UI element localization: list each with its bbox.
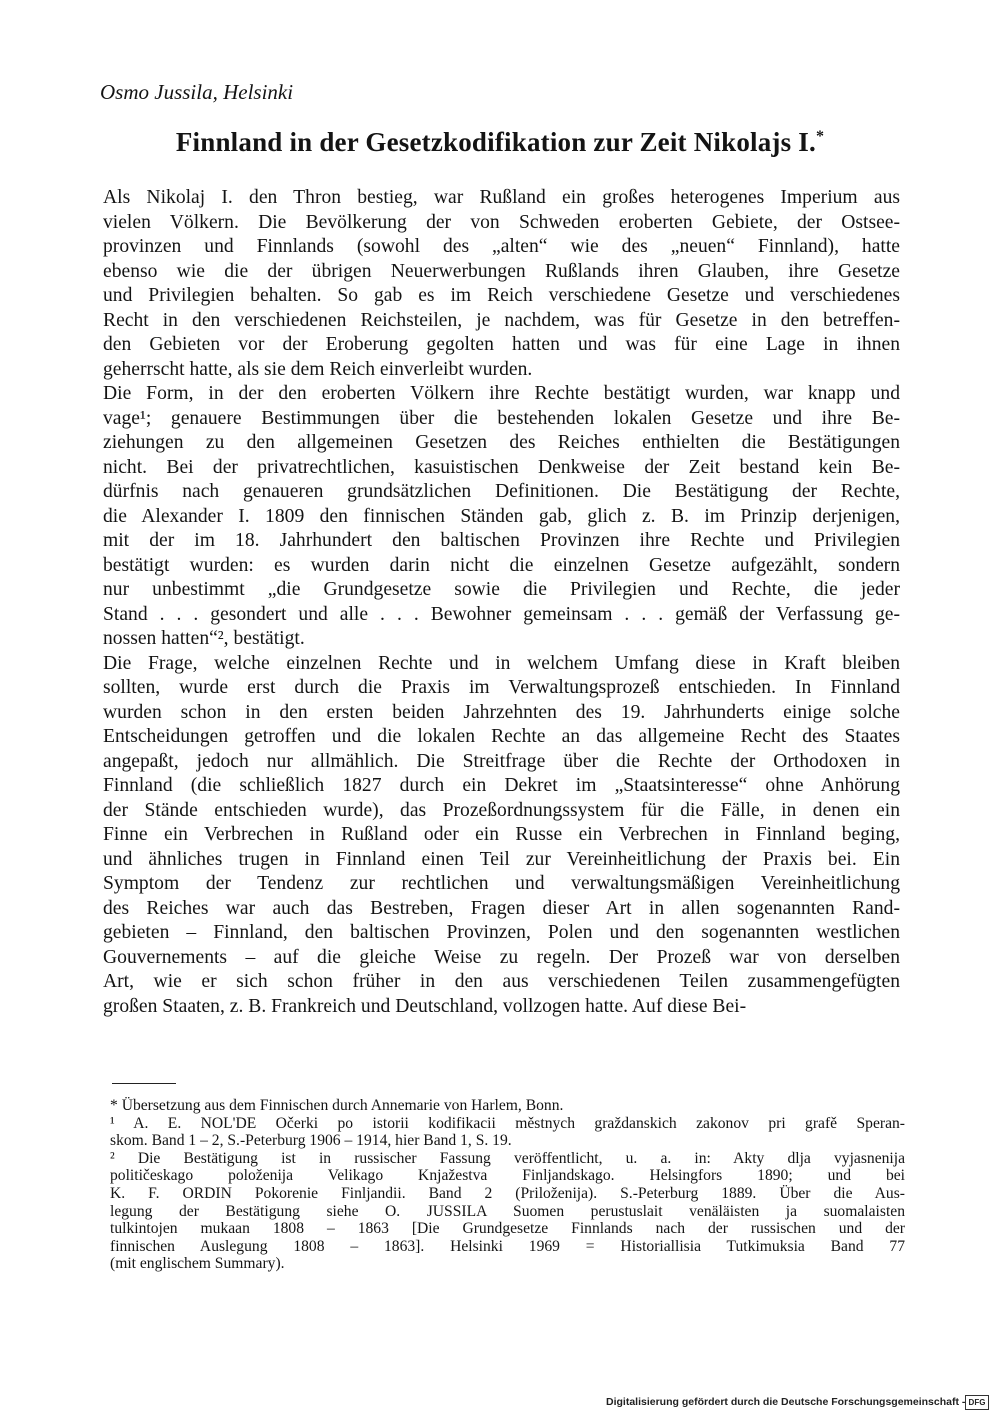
paragraph-line: vielen Völkern. Die Bevölkerung der von Schweden eroberten Gebiete, der Ostsee- xyxy=(103,211,900,233)
footnote xyxy=(110,1115,905,1150)
paragraph-line: Entscheidungen getroffen und die lokalen Rechte an das allgemeine Recht des Staates xyxy=(103,726,900,747)
footnote xyxy=(110,1097,905,1115)
paragraph-line: angepaßt, jedoch nur allmählich. Die Streitfrage über die Rechte der Orthodoxen in xyxy=(103,750,900,772)
paragraph-line: und ähnliches trugen in Finnland einen Teil zur Vereinheitlichung der Praxis bei. Ein xyxy=(103,848,900,870)
paragraph-line: der Stände entschieden wurde), das Prozeßordnungssystem für die Fälle, in denen ein xyxy=(103,799,900,821)
paragraph-line: Gouvernements – auf die gleiche Weise zu regeln. Der Prozeß war von derselben xyxy=(103,946,900,968)
paragraph-line: die Alexander I. 1809 den finnischen Ständen gab, glich z. B. im Prinzip derjenigen, xyxy=(103,505,900,527)
paragraph-line: Die Form, in der den eroberten Völkern ihre Rechte bestätigt wurden, war knapp und xyxy=(103,383,900,404)
article-title-text: Finnland in der Gesetzkodifikation zur Zeit Nikolajs I. xyxy=(175,127,816,157)
footnote-line: * Übersetzung aus dem Finnischen durch Annemarie von Harlem, Bonn. xyxy=(110,1097,564,1114)
article-title xyxy=(0,127,1000,158)
paragraph-line: nur unbestimmt „die Grundgesetze sowie die Privilegien und Rechte, die jeder xyxy=(103,579,900,600)
paragraph-line: Stand . . . gesondert und alle . . . Bewohner gemeinsam . . . gemäß der Verfassung ge- xyxy=(103,603,900,625)
paragraph-line: ziehungen zu den allgemeinen Gesetzen des Reiches enthielten die Bestätigungen xyxy=(103,432,900,453)
paragraph-line: nicht. Bei der privatrechtlichen, kasuistischen Denkweise der Zeit bestand kein Be- xyxy=(103,456,900,478)
paragraph-line: des Reiches war auch das Bestreben, Fragen dieser Art in allen sogenannten Rand- xyxy=(103,897,900,919)
paragraph-line: und Privilegien behalten. So gab es im Reich verschiedene Gesetze und verschiedenes xyxy=(103,285,900,306)
paragraph-line: den Gebieten vor der Eroberung gegolten hatten und was für eine Lage in ihnen xyxy=(103,334,900,355)
paragraph-line: sollten, wurde erst durch die Praxis im Verwaltungsprozeß entschieden. In Finnland xyxy=(103,677,900,698)
paragraph xyxy=(103,652,900,1020)
paragraph-line: großen Staaten, z. B. Frankreich und Deutschland, vollzogen hatte. Auf diese Bei- xyxy=(103,995,747,1017)
author-line: Osmo Jussila, Helsinki xyxy=(100,80,294,104)
footnote-line: ¹ A. E. NOL'DE Očerki po istorii kodifikacii městnych graždanskich zakonov pri grafě Speran- xyxy=(110,1114,905,1132)
paragraph-line: Recht in den verschiedenen Reichsteilen, je nachdem, was für Gesetze in den betreffen- xyxy=(103,309,900,331)
footnote-line: legung der Bestätigung siehe O. JUSSILA Suomen perustuslait venäläisten ja suomalaisten xyxy=(110,1202,905,1220)
digitization-credit: Digitalisierung gefördert durch die Deutsche Forschungsgemeinschaft - xyxy=(606,1396,966,1408)
paragraph-line: Finne ein Verbrechen in Rußland oder ein Russe ein Verbrechen in Finnland beging, xyxy=(103,824,900,845)
footnote-line: ² Die Bestätigung ist in russischer Fassung veröffentlicht, u. a. in: Akty dlja vyjasnenija xyxy=(110,1149,905,1167)
footnote-line: (mit englischem Summary). xyxy=(110,1255,285,1273)
footnote-line: tulkintojen mukaan 1808 – 1863 [Die Grundgesetze Finnlands nach der russischen und der xyxy=(110,1220,905,1238)
paragraph-line: Art, wie er sich schon früher in den aus verschiedenen Teilen zusammengefügten xyxy=(103,971,900,992)
paragraph xyxy=(103,186,900,382)
footnote xyxy=(110,1150,905,1273)
paragraph-line: Finnland (die schließlich 1827 durch ein Dekret im „Staatsinteresse“ ohne Anhörung xyxy=(103,775,900,796)
footnote-line: političeskago položenija Velikago Knjažestva Finljandskago. Helsingfors 1890; und bei xyxy=(110,1167,905,1185)
paragraph-line: provinzen und Finnlands (sowohl des „alten“ wie des „neuen“ Finnland), hatte xyxy=(103,236,900,257)
paragraph-line: ebenso wie die der übrigen Neuerwerbungen Rußlands ihren Glauben, ihre Gesetze xyxy=(103,260,900,282)
body-text xyxy=(103,186,900,1019)
footnote-line: K. F. ORDIN Pokorenie Finljandii. Band 2 (Priloženija). S.-Peterburg 1889. Über die Aus- xyxy=(110,1184,905,1202)
footnote-line: skom. Band 1 – 2, S.-Peterburg 1906 – 1914, hier Band 1, S. 19. xyxy=(110,1132,512,1150)
paragraph-line: Symptom der Tendenz zur rechtlichen und verwaltungsmäßigen Vereinheitlichung xyxy=(103,873,900,894)
paragraph-line: dürfnis nach genaueren grundsätzlichen Definitionen. Die Bestätigung der Rechte, xyxy=(103,481,900,502)
paragraph-line: vage¹; genauere Bestimmungen über die bestehenden lokalen Gesetze und ihre Be- xyxy=(103,407,900,429)
footnote-separator xyxy=(112,1083,176,1084)
paragraph-line: geherrscht hatte, als sie dem Reich einverleibt wurden. xyxy=(103,358,533,380)
paragraph-line: bestätigt wurden: es wurden darin nicht die einzelnen Gesetze aufgezählt, sondern xyxy=(103,554,900,576)
paragraph xyxy=(103,382,900,652)
title-footnote-mark: * xyxy=(815,128,825,145)
footnotes xyxy=(110,1097,905,1273)
paragraph-line: nossen hatten“², bestätigt. xyxy=(103,628,305,649)
footnote-line: finnischen Auslegung 1808 – 1863]. Helsinki 1969 = Historiallisia Tutkimuksia Band 77 xyxy=(110,1237,905,1255)
paragraph-line: Als Nikolaj I. den Thron bestieg, war Rußland ein großes heterogenes Imperium aus xyxy=(103,187,900,208)
paragraph-line: mit der im 18. Jahrhundert den baltischen Provinzen ihre Rechte und Privilegien xyxy=(103,530,900,551)
paragraph-line: wurden schon in den ersten beiden Jahrzehnten des 19. Jahrhunderts einige solche xyxy=(103,701,900,723)
paragraph-line: gebieten – Finnland, den baltischen Provinzen, Polen und den sogenannten westlichen xyxy=(103,922,900,943)
dfg-logo: DFG xyxy=(965,1395,989,1410)
paragraph-line: Die Frage, welche einzelnen Rechte und in welchem Umfang diese in Kraft bleiben xyxy=(103,652,900,674)
